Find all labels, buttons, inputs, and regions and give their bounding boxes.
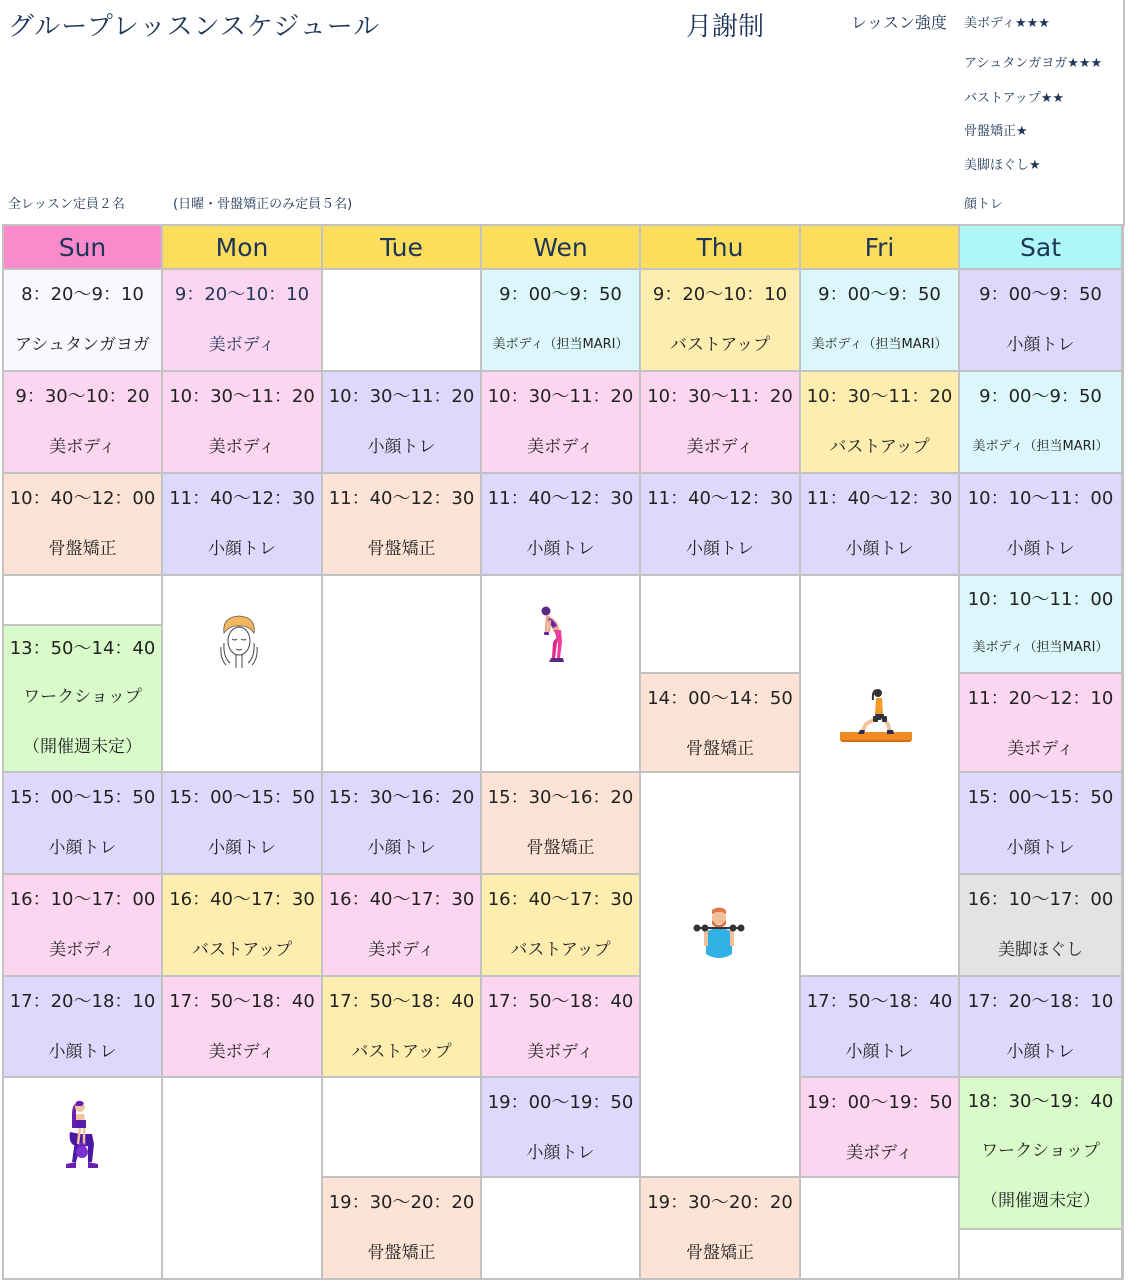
lesson-note: （開催週未定）: [23, 737, 142, 757]
lesson-time: 9：00〜9：50: [818, 284, 941, 305]
lesson-name: 美ボディ: [527, 1042, 594, 1062]
lesson-time: 9：20〜10：10: [652, 284, 788, 305]
lesson-cell: [801, 977, 960, 1078]
lesson-time: 9：20〜10：10: [174, 284, 310, 305]
lesson-cell: [960, 977, 1123, 1078]
lesson-name: 小顔トレ: [1006, 335, 1075, 355]
lesson-time: 13：50〜14：40: [9, 638, 156, 659]
lesson-time: 10：40〜12：00: [9, 488, 156, 509]
bent-over-dumbbell-woman-icon: [538, 606, 568, 668]
legend-item: 顔トレ: [964, 197, 1004, 212]
lesson-name: 骨盤矯正: [367, 539, 436, 559]
lesson-cell: [4, 372, 163, 474]
lunge-woman-icon: [840, 688, 912, 744]
lesson-cell: [641, 674, 801, 773]
lesson-name: 美ボディ: [527, 437, 594, 457]
lesson-time: 18：30〜19：40: [967, 1091, 1114, 1112]
illustration-cell: [801, 576, 960, 977]
lesson-cell: [960, 270, 1123, 372]
lesson-time: 11：40〜12：30: [169, 488, 315, 509]
lesson-cell: [323, 977, 482, 1078]
empty-cell: [482, 1178, 641, 1280]
lesson-cell: [960, 875, 1123, 977]
empty-cell: [323, 1078, 482, 1178]
lesson-name: 小顔トレ: [208, 838, 276, 858]
lesson-time: 10：30〜11：20: [328, 386, 475, 407]
day-header-sun: Sun: [4, 226, 163, 270]
day-header-mon: Mon: [163, 226, 323, 270]
lesson-cell: [323, 875, 482, 977]
lesson-cell: [163, 977, 323, 1078]
lesson-cell: [482, 875, 641, 977]
lesson-time: 15：00〜15：50: [169, 787, 315, 808]
lesson-cell: [4, 773, 163, 875]
lesson-time: 17：50〜18：40: [487, 991, 634, 1012]
lesson-time: 19：00〜19：50: [806, 1092, 953, 1113]
lesson-name: 小顔トレ: [1006, 1042, 1075, 1062]
lesson-time: 15：00〜15：50: [9, 787, 156, 808]
lesson-time: 10：10〜11：00: [967, 488, 1114, 509]
lesson-name: 美ボディ: [846, 1143, 913, 1163]
lesson-cell: [641, 270, 801, 372]
lesson-name: 骨盤矯正: [48, 539, 117, 559]
lesson-time: 17：20〜18：10: [9, 991, 156, 1012]
lesson-time: 19：00〜19：50: [487, 1092, 634, 1113]
lesson-name: バストアップ: [191, 940, 293, 960]
lesson-name: 美ボディ: [49, 940, 116, 960]
lesson-cell: [801, 1078, 960, 1178]
lesson-name: バストアップ: [829, 437, 930, 457]
legend-item: 骨盤矯正★: [964, 124, 1028, 139]
lesson-cell: [4, 270, 163, 372]
lesson-cell: [482, 372, 641, 474]
lesson-time: 11：40〜12：30: [328, 488, 475, 509]
lesson-name: 美ボディ（担当MARI）: [492, 337, 629, 352]
face-care-woman-icon: [218, 613, 260, 669]
lesson-cell: [960, 674, 1123, 773]
lesson-name: 美ボディ（担当MARI）: [972, 439, 1109, 454]
lesson-name: 美ボディ: [208, 335, 276, 355]
page-title: グループレッスンスケジュール: [8, 12, 381, 42]
lesson-time: 11：40〜12：30: [487, 488, 634, 509]
lesson-name: バストアップ: [510, 940, 611, 960]
intensity-label: レッスン強度: [851, 13, 947, 32]
illustration-cell: [641, 773, 801, 1178]
lesson-cell: [4, 875, 163, 977]
lesson-note: （開催週未定）: [981, 1191, 1100, 1211]
lesson-cell: [4, 474, 163, 576]
lesson-cell: [482, 1078, 641, 1178]
capacity-text: 全レッスン定員２名: [8, 197, 125, 212]
lesson-time: 17：20〜18：10: [967, 991, 1114, 1012]
day-header-wen: Wen: [482, 226, 641, 270]
empty-cell: [801, 1178, 960, 1280]
lesson-name: 小顔トレ: [1006, 539, 1075, 559]
lesson-cell: [641, 1178, 801, 1280]
lesson-cell: [482, 977, 641, 1078]
lesson-cell: [801, 474, 960, 576]
lesson-cell: [163, 875, 323, 977]
lesson-time: 8：20〜9：10: [21, 284, 144, 305]
lesson-cell: [960, 773, 1123, 875]
lesson-time: 16：40〜17：30: [169, 889, 315, 910]
lesson-time: 10：30〜11：20: [647, 386, 793, 407]
lesson-name: アシュタンガヨガ: [15, 335, 150, 355]
dumbbell-press-man-icon: [692, 906, 746, 958]
legend-item: バストアップ★★: [964, 91, 1065, 106]
lesson-cell: [960, 1078, 1123, 1230]
lesson-name: 美ボディ（担当MARI）: [972, 640, 1109, 655]
lesson-cell: [323, 1178, 482, 1280]
empty-cell: [960, 1230, 1123, 1280]
lesson-cell: [163, 372, 323, 474]
lesson-cell: [323, 773, 482, 875]
kettlebell-squat-woman-icon: [62, 1100, 102, 1174]
legend-item: 美脚ほぐし★: [964, 158, 1041, 173]
lesson-cell: [960, 576, 1123, 674]
divider: [1123, 0, 1125, 226]
lesson-cell: [163, 474, 323, 576]
lesson-time: 10：30〜11：20: [169, 386, 315, 407]
lesson-time: 15：30〜16：20: [487, 787, 634, 808]
lesson-time: 16：40〜17：30: [328, 889, 475, 910]
lesson-name: 美ボディ: [208, 1042, 276, 1062]
day-header-thu: Thu: [641, 226, 801, 270]
lesson-name: 小顔トレ: [367, 437, 436, 457]
capacity-note: (日曜・骨盤矯正のみ定員５名): [173, 197, 353, 212]
empty-cell: [323, 270, 482, 372]
lesson-name: バストアップ: [669, 335, 771, 355]
lesson-name: 小顔トレ: [845, 1042, 914, 1062]
lesson-time: 9：00〜9：50: [979, 386, 1102, 407]
lesson-name: ワークショップ: [981, 1141, 1100, 1161]
lesson-name: 骨盤矯正: [526, 838, 595, 858]
lesson-cell: [323, 372, 482, 474]
lesson-time: 10：30〜11：20: [487, 386, 634, 407]
lesson-time: 11：40〜12：30: [647, 488, 793, 509]
day-header-fri: Fri: [801, 226, 960, 270]
legend-item: 美ボディ★★★: [964, 16, 1050, 31]
lesson-name: 小顔トレ: [48, 1042, 117, 1062]
lesson-name: 小顔トレ: [526, 1143, 595, 1163]
lesson-time: 19：30〜20：20: [328, 1192, 475, 1213]
lesson-cell: [163, 773, 323, 875]
lesson-time: 10：10〜11：00: [967, 589, 1114, 610]
lesson-name: 骨盤矯正: [367, 1243, 436, 1263]
lesson-time: 17：50〜18：40: [806, 991, 953, 1012]
lesson-name: バストアップ: [351, 1042, 452, 1062]
lesson-name: ワークショップ: [23, 687, 142, 707]
lesson-cell: [960, 372, 1123, 474]
lesson-name: 美ボディ: [208, 437, 276, 457]
lesson-time: 9：00〜9：50: [979, 284, 1102, 305]
lesson-time: 15：00〜15：50: [967, 787, 1114, 808]
lesson-name: 骨盤矯正: [686, 1243, 754, 1263]
lesson-cell: [801, 372, 960, 474]
empty-cell: [641, 576, 801, 674]
lesson-name: 小顔トレ: [208, 539, 276, 559]
lesson-cell: [482, 474, 641, 576]
lesson-cell: [482, 270, 641, 372]
lesson-time: 17：50〜18：40: [328, 991, 475, 1012]
lesson-time: 17：50〜18：40: [169, 991, 315, 1012]
lesson-name: 美ボディ: [1007, 739, 1074, 759]
lesson-time: 9：30〜10：20: [15, 386, 150, 407]
lesson-cell: [163, 270, 323, 372]
lesson-time: 16：10〜17：00: [967, 889, 1114, 910]
lesson-name: 美ボディ: [686, 437, 754, 457]
lesson-name: 美脚ほぐし: [998, 940, 1083, 960]
plan-type: 月謝制: [686, 12, 765, 42]
lesson-time: 19：30〜20：20: [647, 1192, 793, 1213]
lesson-cell: [323, 474, 482, 576]
lesson-cell: [4, 977, 163, 1078]
empty-cell: [163, 1078, 323, 1280]
illustration-cell: [163, 576, 323, 773]
lesson-time: 11：40〜12：30: [806, 488, 953, 509]
lesson-name: 小顔トレ: [1006, 838, 1075, 858]
lesson-time: 11：20〜12：10: [967, 688, 1114, 709]
lesson-name: 小顔トレ: [367, 838, 436, 858]
lesson-cell: [641, 474, 801, 576]
lesson-time: 16：40〜17：30: [487, 889, 634, 910]
lesson-name: 小顔トレ: [845, 539, 914, 559]
lesson-time: 10：30〜11：20: [806, 386, 953, 407]
lesson-time: 16：10〜17：00: [9, 889, 156, 910]
lesson-cell: [482, 773, 641, 875]
lesson-cell: [641, 372, 801, 474]
lesson-name: 骨盤矯正: [686, 739, 754, 759]
lesson-cell: [960, 474, 1123, 576]
legend-item: アシュタンガヨガ★★★: [964, 56, 1103, 71]
lesson-name: 美ボディ: [368, 940, 435, 960]
lesson-cell: [4, 626, 163, 773]
lesson-name: 小顔トレ: [686, 539, 754, 559]
lesson-name: 美ボディ: [49, 437, 116, 457]
empty-cell: [4, 576, 163, 626]
lesson-name: 美ボディ（担当MARI）: [811, 337, 948, 352]
day-header-tue: Tue: [323, 226, 482, 270]
empty-cell: [323, 576, 482, 773]
day-header-sat: Sat: [960, 226, 1123, 270]
lesson-name: 小顔トレ: [48, 838, 117, 858]
lesson-time: 9：00〜9：50: [499, 284, 622, 305]
lesson-time: 14：00〜14：50: [647, 688, 793, 709]
lesson-time: 15：30〜16：20: [328, 787, 475, 808]
lesson-cell: [801, 270, 960, 372]
lesson-name: 小顔トレ: [526, 539, 595, 559]
